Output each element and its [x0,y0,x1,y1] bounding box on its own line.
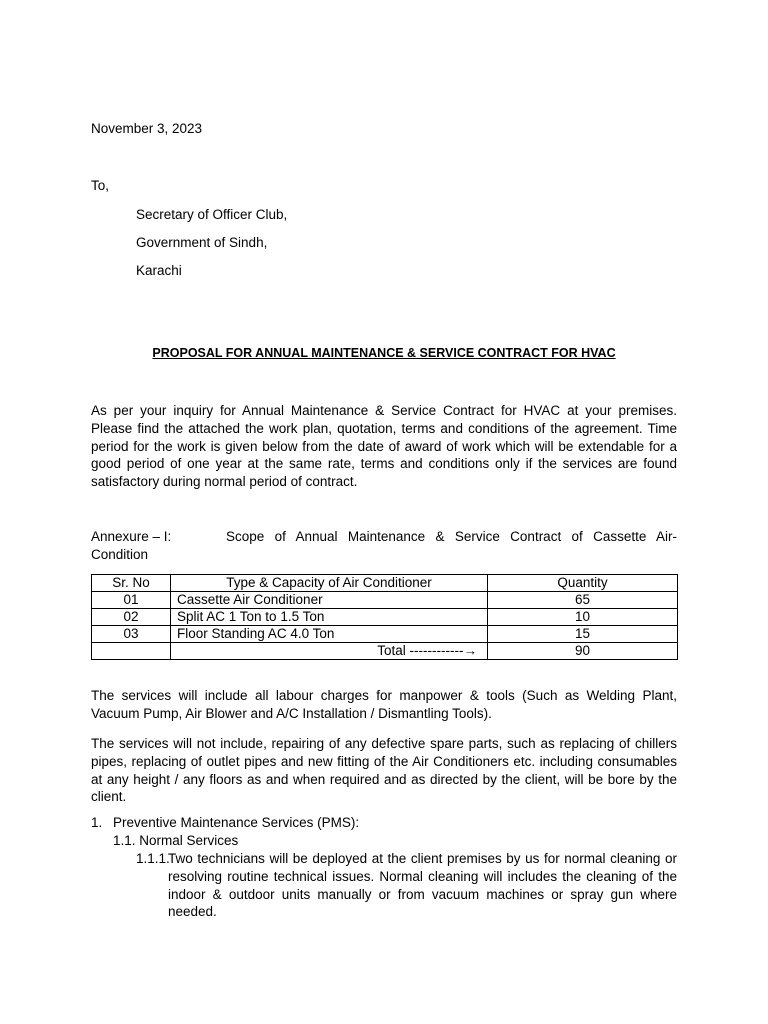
list-item-1-1-1-text: Two technicians will be deployed at the client premises by us for normal cleaning or resolving routine technical issues. Normal cleaning will includes the cleaning of the indoor & outdoor units manually or from vacuum machines or spray gun where needed. [168,851,677,920]
cell-sr: 03 [92,626,171,643]
recipient-line-3: Karachi [136,263,182,278]
cell-sr: 02 [92,609,171,626]
intro-paragraph: As per your inquiry for Annual Maintenance & Service Contract for HVAC at your premises. Please find the attached the work plan, quotation, terms and conditions of the agreement. Time period for the work is given below from the date of award of work which will be extendable for a good period of one year at the same rate, terms and conditions only if the services are found satisfactory during normal period of contract. [91,403,677,490]
cell-qty: 65 [488,592,678,609]
table-row [92,609,678,626]
cell-type: Floor Standing AC 4.0 Ton [171,626,488,643]
table-header-row [92,575,678,592]
list-item-1-1-1 [136,850,677,921]
list-item-1 [91,815,359,830]
total-label: Total ------------→ [171,643,488,660]
cell-sr: 01 [92,592,171,609]
cell-type: Split AC 1 Ton to 1.5 Ton [171,609,488,626]
recipient-line-2: Government of Sindh, [136,235,268,250]
list-item-1-text: Preventive Maintenance Services (PMS): [113,815,360,830]
recipient-line-1: Secretary of Officer Club, [136,207,288,222]
salutation: To, [91,178,110,193]
ac-quantity-table [91,574,678,660]
header-sr-no: Sr. No [92,575,171,592]
table-total-row [92,643,678,660]
cell-empty [92,643,171,660]
header-type: Type & Capacity of Air Conditioner [171,575,488,592]
document-title: PROPOSAL FOR ANNUAL MAINTENANCE & SERVICE CONTRACT FOR HVAC [152,346,616,360]
cell-qty: 10 [488,609,678,626]
table-row [92,626,678,643]
table-row [92,592,678,609]
header-quantity: Quantity [488,575,678,592]
cell-qty: 15 [488,626,678,643]
total-value: 90 [488,643,678,660]
list-item-1-number: 1. [91,815,103,830]
services-include-paragraph: The services will include all labour charges for manpower & tools (Such as Welding Plant, Vacuum Pump, Air Blower and A/C Installation / Dismantling Tools). [91,688,677,721]
annexure-label: Annexure – I: [91,529,172,544]
list-item-1-1: 1.1. Normal Services [113,833,239,848]
services-exclude-paragraph: The services will not include, repairing of any defective spare parts, such as replacing of chillers pipes, replacing of outlet pipes and new fitting of the Air Conditioners etc. including consumables at any height / any floors as and when required and as directed by the client, will be bore by the client. [91,736,677,805]
annexure-scope-continued: Condition [91,547,149,562]
annexure-scope: Scope of Annual Maintenance & Service Contract of Cassette Air- [226,529,677,544]
list-item-1-1-1-number: 1.1.1. [136,851,170,866]
letter-date: November 3, 2023 [91,121,203,136]
cell-type: Cassette Air Conditioner [171,592,488,609]
annexure-heading [91,528,677,564]
